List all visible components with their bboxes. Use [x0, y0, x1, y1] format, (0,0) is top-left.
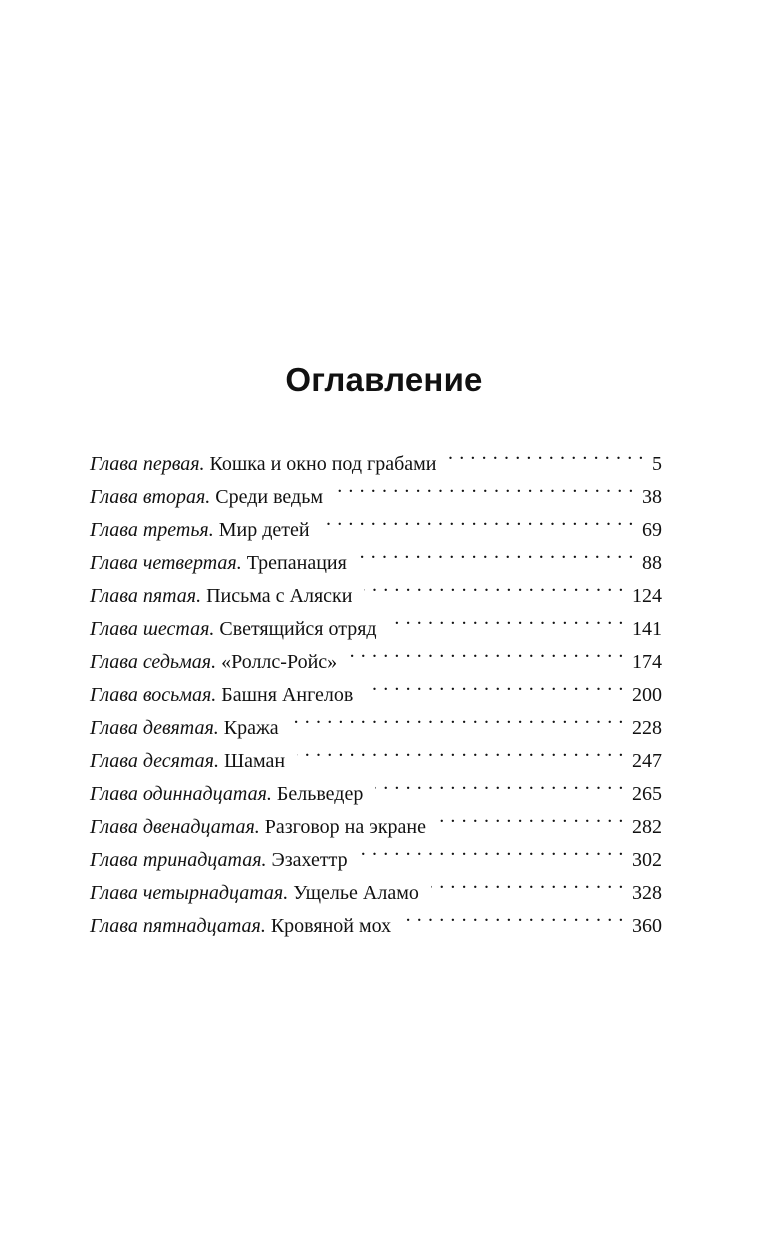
toc-page-number: 200 [632, 684, 662, 706]
toc-entry-title: Башня Ангелов [221, 684, 354, 706]
page-title: Оглавление [285, 361, 483, 398]
toc-entry-title: Кровяной мох [270, 915, 392, 937]
toc-page-number: 265 [632, 783, 662, 805]
toc-dot-leader [403, 899, 624, 932]
toc-chapter-label: Глава десятая. [90, 750, 219, 772]
toc-page-number: 282 [632, 816, 662, 838]
toc-entry-title: Трепанация [246, 552, 347, 574]
toc-dot-leader [359, 536, 634, 569]
toc-dot-leader [449, 437, 645, 470]
toc-chapter-label: Глава четвертая. [90, 552, 242, 574]
toc-page-number: 88 [642, 552, 662, 574]
toc-chapter-label: Глава двенадцатая. [90, 816, 260, 838]
toc-dot-leader [375, 767, 624, 800]
toc-entry-title: Шаман [223, 750, 286, 772]
toc-dot-leader [364, 569, 624, 602]
toc-entry-title: Бельведер [276, 783, 364, 805]
toc-dot-leader [335, 470, 634, 503]
toc-chapter-label: Глава вторая. [90, 486, 211, 508]
toc-entry-title: Светящийся отряд [219, 618, 377, 640]
toc-chapter-label: Глава тринадцатая. [90, 849, 267, 871]
toc-chapter-label: Глава третья. [90, 519, 214, 541]
toc-entry-title: «Роллс-Ройс» [221, 651, 338, 673]
toc-chapter-label: Глава первая. [90, 453, 205, 475]
toc-entry-title: Эзахеттр [271, 849, 348, 871]
toc-page-number: 328 [632, 882, 662, 904]
toc-list [90, 437, 662, 937]
toc-dot-leader [431, 866, 624, 899]
toc-entry-title: Разговор на экране [264, 816, 427, 838]
toc-chapter-label: Глава восьмая. [90, 684, 217, 706]
toc-page-number: 5 [652, 453, 662, 475]
toc-page-number: 247 [632, 750, 662, 772]
toc-chapter-label: Глава четырнадцатая. [90, 882, 289, 904]
toc-dot-leader [438, 800, 624, 833]
toc-chapter-label: Глава девятая. [90, 717, 219, 739]
toc-page-number: 124 [632, 585, 662, 607]
toc-dot-leader [360, 833, 624, 866]
toc-chapter-label: Глава шестая. [90, 618, 215, 640]
toc-page-number: 174 [632, 651, 662, 673]
toc-dot-leader [291, 701, 624, 734]
toc-chapter-label: Глава пятая. [90, 585, 202, 607]
toc-entry-title: Мир детей [218, 519, 310, 541]
toc-entry-title: Среди ведьм [215, 486, 323, 508]
toc-dot-leader [297, 734, 624, 767]
toc-entry-title: Ущелье Аламо [293, 882, 419, 904]
toc-page-number: 38 [642, 486, 662, 508]
toc-page-number: 69 [642, 519, 662, 541]
toc-page-number: 141 [632, 618, 662, 640]
toc-entry [90, 437, 662, 475]
toc-chapter-label: Глава пятнадцатая. [90, 915, 266, 937]
toc-dot-leader [322, 503, 634, 536]
toc-chapter-label: Глава одиннадцатая. [90, 783, 272, 805]
toc-entry-title: Письма с Аляски [206, 585, 353, 607]
toc-dot-leader [349, 635, 624, 668]
toc-page-number: 360 [632, 915, 662, 937]
toc-dot-leader [365, 668, 624, 701]
toc-entry-title: Кража [223, 717, 279, 739]
toc-chapter-label: Глава седьмая. [90, 651, 217, 673]
toc-page-number: 302 [632, 849, 662, 871]
toc-dot-leader [389, 602, 624, 635]
toc-page-number: 228 [632, 717, 662, 739]
toc-entry-title: Кошка и окно под грабами [209, 453, 437, 475]
